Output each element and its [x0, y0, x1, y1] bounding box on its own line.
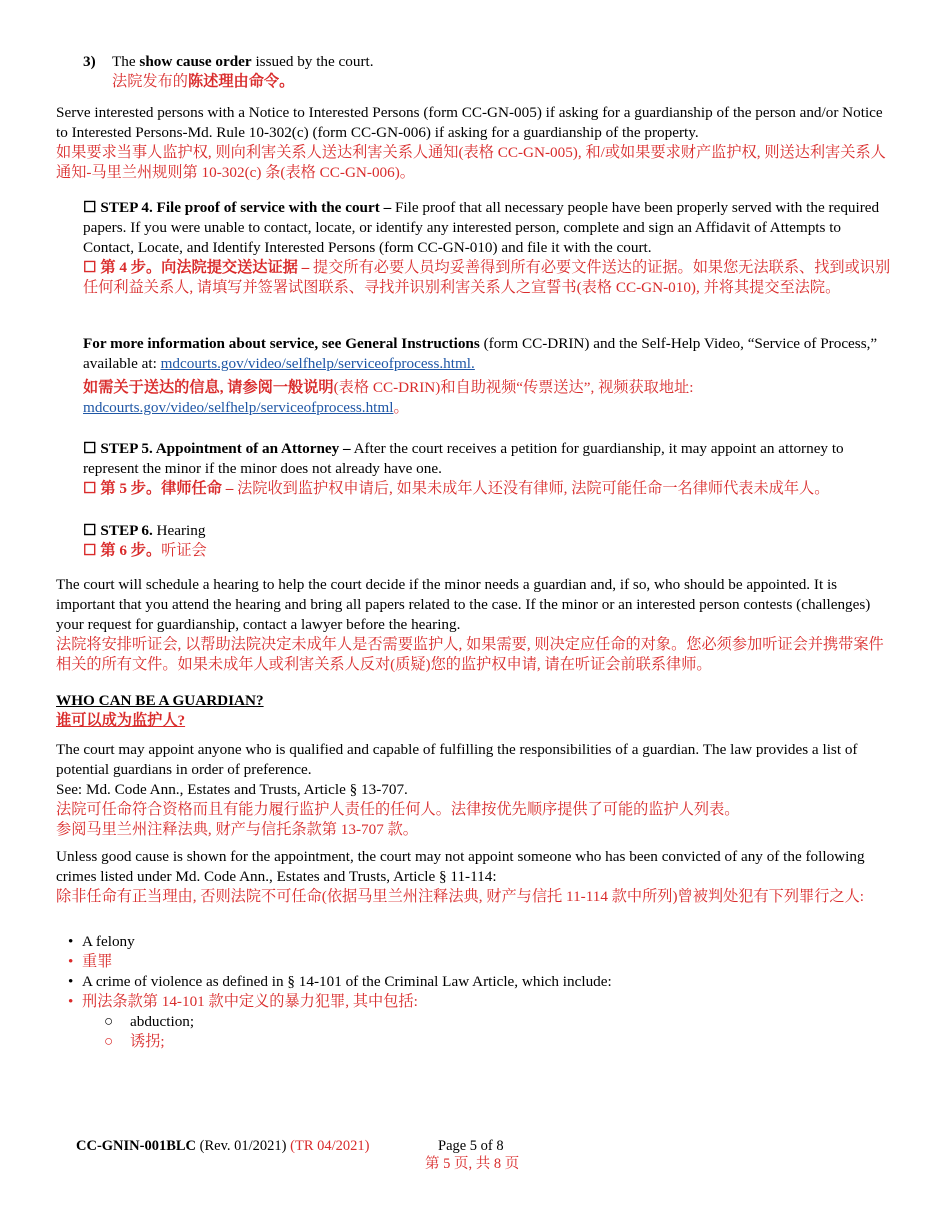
hearing-zh: 法院将安排听证会, 以帮助法院决定未成年人是否需要监护人, 如果需要, 则决定应任命的对象。您必须参加听证会并携带案件相关的所有文件。如果未成年人或利害关系人反对(质疑)您的监护权申请, 请在听证会前联系律师。	[56, 636, 884, 673]
serve-en: Serve interested persons with a Notice to Interested Persons (form CC-GN-005) if asking for a guardianship of the person and/or Notice to Interested Persons-Md. Rule 10-302(c) (form CC-GN-006) if asking for a guardianship of the property.	[56, 104, 883, 141]
serve-zh: 如果要求当事人监护权, 则向利害关系人送达利害关系人通知(表格 CC-GN-005), 和/或如果要求财产监护权, 则送达利害关系人通知-马里兰州规则第 10-302(c) 条(表格 CC-GN-006)。	[56, 144, 886, 181]
step-6-zh: ☐ 第 6 步。听证会	[83, 542, 207, 559]
circle-bullet-icon: ○	[104, 1033, 114, 1050]
guardian-heading-en: WHO CAN BE A GUARDIAN?	[56, 692, 264, 709]
service-of-process-link[interactable]: mdcourts.gov/video/selfhelp/serviceofprocess.html.	[160, 355, 475, 372]
step-6	[83, 521, 895, 561]
guardian-paragraph-1	[56, 740, 898, 840]
list-item: • A crime of violence as defined in § 14-101 of the Criminal Law Article, which include:	[68, 973, 612, 990]
step-5-en: ☐ STEP 5. Appointment of an Attorney – After the court receives a petition for guardianship, it may appoint an attorney to represent the minor if the minor does not already have one.	[83, 440, 844, 477]
item-3-zh: 法院发布的陈述理由命令。	[112, 73, 295, 90]
guardian-p1-see: See: Md. Code Ann., Estates and Trusts, Article § 13-707.	[56, 781, 408, 798]
list-item: ○ 诱拐;	[104, 1033, 165, 1050]
bullet-list	[68, 932, 888, 1012]
guardian-heading-zh: 谁可以成为监护人?	[56, 712, 186, 729]
step-4-zh: ☐ 第 4 步。向法院提交送达证据 – 提交所有必要人员均妥善得到所有必要文件送达的证据。如果您无法联系、找到或识别任何利益关系人, 请填写并签署试图联系、寻找并识别利害关系人之宣誓书(表格 CC-GN-010), 并将其提交至法院。	[83, 259, 891, 296]
list-item: • A felony	[68, 933, 135, 950]
hearing-en: The court will schedule a hearing to help the court decide if the minor needs a guardian and, if so, who should be appointed. It is important that you attend the hearing and bring all papers related to the case. If the minor or an interested person contests (challenges) your request for guardianship, contact a lawyer before the hearing.	[56, 576, 871, 633]
crime-list	[68, 932, 888, 1052]
page-number-zh: 第 5 页, 共 8 页	[425, 1156, 520, 1172]
step-5	[83, 439, 895, 499]
item-3-number: 3)	[83, 53, 96, 70]
serve-paragraph	[56, 103, 898, 183]
guardian-p1-zh: 法院可任命符合资格而且有能力履行监护人责任的任何人。法律按优先顺序提供了可能的监护人列表。	[56, 801, 740, 818]
guardian-paragraph-2	[56, 847, 898, 907]
more-info-en: For more information about service, see General Instructions (form CC-DRIN) and the Self-Help Video, “Service of Process,” available at: mdcourts.gov/video/selfhelp/serviceofprocess.html.	[83, 335, 878, 372]
more-info-zh: 如需关于送达的信息, 请参阅一般说明(表格 CC-DRIN)和自助视频“传票送达”, 视频获取地址: mdcourts.gov/video/selfhelp/serviceofprocess.html。	[83, 379, 694, 416]
guardian-p1-en: The court may appoint anyone who is qualified and capable of fulfilling the responsibilities of a guardian. The law provides a list of potential guardians in order of preference.	[56, 741, 858, 778]
bullet-icon: •	[68, 973, 74, 990]
step-4	[83, 198, 895, 298]
hearing-paragraph	[56, 575, 898, 675]
list-item: • 重罪	[68, 953, 113, 970]
form-id: CC-GNIN-001BLC (Rev. 01/2021) (TR 04/2021)	[76, 1138, 370, 1154]
step-5-zh: ☐ 第 5 步。律师任命 – 法院收到监护权申请后, 如果未成年人还没有律师, 法院可能任命一名律师代表未成年人。	[83, 480, 830, 497]
page-number: Page 5 of 8	[438, 1138, 504, 1154]
more-info	[83, 334, 895, 418]
bullet-icon: •	[68, 993, 74, 1010]
guardian-p1-zh-see: 参阅马里兰州注释法典, 财产与信托条款第 13-707 款。	[56, 821, 418, 838]
bullet-icon: •	[68, 933, 74, 950]
step-6-en: ☐ STEP 6. Hearing	[83, 522, 206, 539]
item-3-en: 3) The show cause order issued by the court.	[83, 53, 374, 70]
guardian-p2-en: Unless good cause is shown for the appointment, the court may not appoint someone who has been convicted of any of the following crimes listed under Md. Code Ann., Estates and Trusts, Article § 11-114:	[56, 848, 865, 885]
bullet-icon: •	[68, 953, 74, 970]
guardian-p2-zh: 除非任命有正当理由, 否则法院不可任命(依据马里兰州注释法典, 财产与信托 11-114 款中所列)曾被判处犯有下列罪行之人:	[56, 888, 865, 905]
sub-bullet-list	[104, 1012, 888, 1052]
item-3	[83, 52, 895, 92]
list-item: ○ abduction;	[104, 1013, 195, 1030]
list-item: • 刑法条款第 14-101 款中定义的暴力犯罪, 其中包括:	[68, 993, 418, 1010]
circle-bullet-icon: ○	[104, 1013, 114, 1030]
guardian-section	[56, 691, 898, 731]
service-of-process-link-zh[interactable]: mdcourts.gov/video/selfhelp/serviceofprocess.html	[83, 399, 394, 416]
step-4-en: ☐ STEP 4. File proof of service with the court – File proof that all necessary people have been properly served with the required papers. If you were unable to contact, locate, or identify any interested person, complete and sign an Affidavit of Attempts to Contact, Locate, and Identify Interested Persons (form CC-GN-010) and file it with the court.	[83, 199, 880, 256]
